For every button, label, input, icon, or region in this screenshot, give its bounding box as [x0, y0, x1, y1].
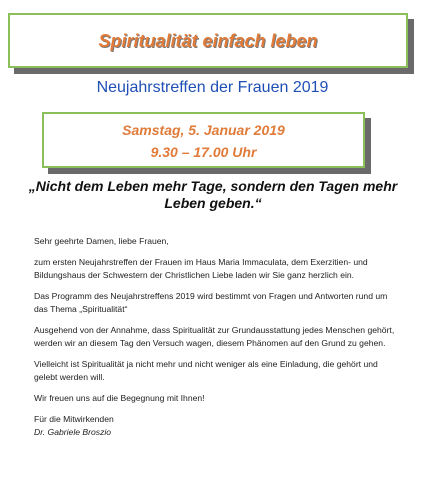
invitation-letter: [34, 235, 396, 439]
letter-paragraph: Ausgehend von der Annahme, dass Spiritualität zur Grundausstattung jedes Menschen gehört, werden wir an diesem Tag den Versuch wagen, diesem Phänomen auf den Grund zu gehen.: [34, 325, 395, 348]
letter-closing: Für die Mitwirkenden: [34, 414, 114, 424]
event-time: 9.30 – 17.00 Uhr: [150, 144, 257, 160]
letter-paragraph: Vielleicht ist Spiritualität ja nicht mehr und nicht weniger als eine Einladung, die gehört und gelebt werden will.: [34, 359, 378, 382]
page-title: Spiritualität einfach leben: [98, 31, 318, 51]
letter-paragraph: Das Programm des Neujahrstreffens 2019 wird bestimmt von Fragen und Antworten rund um das Thema „Spiritualität“: [34, 291, 388, 314]
motto-quote: „Nicht dem Leben mehr Tage, sondern den Tagen mehr Leben geben.“: [28, 178, 398, 211]
title-banner: [8, 13, 408, 68]
letter-salutation: Sehr geehrte Damen, liebe Frauen,: [34, 236, 169, 246]
signature-name: Dr. Gabriele Broszio: [34, 427, 112, 437]
event-date: Samstag, 5. Januar 2019: [122, 122, 285, 138]
page-subtitle: Neujahrstreffen der Frauen 2019: [96, 79, 329, 96]
letter-paragraph: Wir freuen uns auf die Begegnung mit Ihnen!: [34, 393, 205, 403]
letter-paragraph: zum ersten Neujahrstreffen der Frauen im Haus Maria Immaculata, dem Exerzitien- und Bildungshaus der Schwestern der Christlichen Liebe laden wir Sie ganz herzlich ein.: [34, 257, 368, 280]
event-date-box: [42, 112, 365, 168]
